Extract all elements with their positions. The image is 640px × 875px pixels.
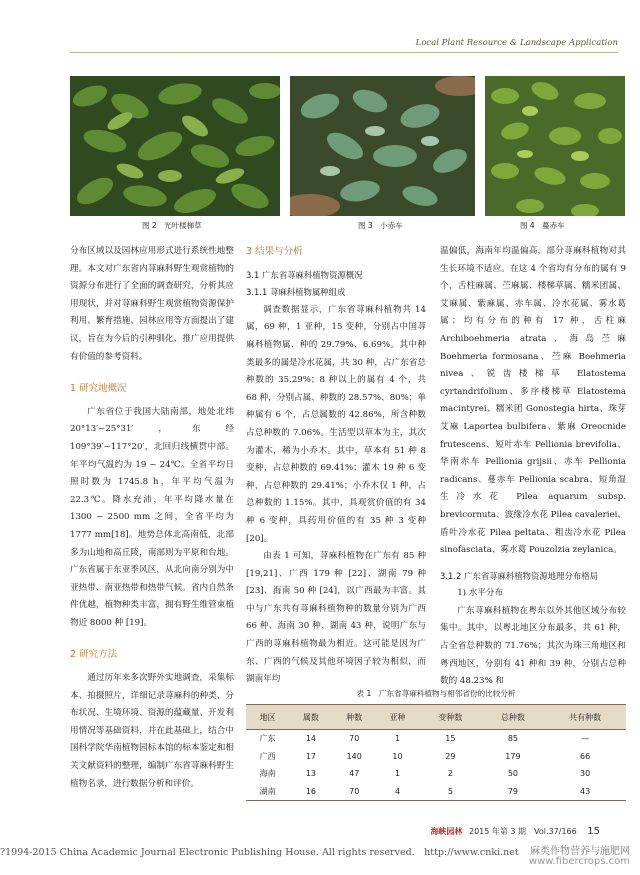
- table-cell: 14: [305, 734, 317, 744]
- page-number: 15: [587, 826, 600, 837]
- journal-header: Local Plant Resource & Landscape Application: [415, 38, 618, 48]
- composition-paragraph: 调查数据显示，广东省荨麻科植物共 14 属，69 种，1 亚种，15 变种，分别占中国荨麻科植物属、种的 29.79%、6.69%。其中种类最多的属是冷水花属，共 30 种，占广东省总种数的 35.29%；8 种以上的属有 4 个，共 68 种，分别占属、种数的 28.57%、80%；单种属有 6 个，占总属数的 42.86%，所含种数占总种数的 7.06%。生活型以草本为主，其次为灌木，稀为小乔木。其中，草本有 51 种 8 变种，占总种数的 69.41%；灌木 19 种 6 变种，占总种数的 29.41%；小乔木仅 1 种，占总种数的 1.15%。其中，具观赏价值的有 34 种 6 变种，具药用价值的有 35 种 3 变种 [20]。: [246, 304, 426, 544]
- table-cell: 47: [349, 769, 360, 779]
- table-cell: 29: [445, 751, 456, 761]
- table-cell: 10: [392, 751, 403, 761]
- horizontal-distribution-text: 广东荨麻科植物在粤东以外其他区域分布较集中。其中，以粤北地区分布最多，共 61 种，占全省总种数的 71.76%；其次为珠三角地区和粤西地区，分别有 41 种和 39 种，分别占总种数的 48.23% 和: [440, 605, 626, 687]
- table-cell: 70: [349, 734, 360, 744]
- comparison-table: [246, 704, 626, 801]
- table-cell: 13: [305, 769, 317, 779]
- table-header-cell: 属数: [289, 705, 332, 730]
- subsection-3-1-1: 3.1.1 荨麻科植物属种组成: [246, 287, 346, 298]
- table-cell: 85: [507, 734, 519, 744]
- table-row: [246, 730, 626, 748]
- table-cell: 湖南: [246, 783, 289, 801]
- table-cell: 广西: [259, 751, 276, 761]
- table-cell: 43: [544, 783, 626, 801]
- table-header-cell: 变种数: [419, 705, 482, 730]
- column-3: [440, 243, 626, 691]
- table-cell: 30: [580, 769, 591, 779]
- table-header-cell: 亚种: [376, 705, 419, 730]
- table-header-cell: 种数: [333, 705, 376, 730]
- table-header-cell: 地区: [246, 705, 289, 730]
- figure-4-caption: 图 4 蔓赤车: [520, 221, 565, 230]
- table-cell: 1: [394, 769, 401, 779]
- watermark-url: www.fibercrops.com: [528, 856, 630, 867]
- intro-paragraph: 分布区域以及园林应用形式进行系统性地整理。本文对广东省内荨麻科野生观赏植物的资源分布进行了全面的调查研究，分析其应用现状，并对荨麻科野生观赏植物资源保护利用、繁育措施、园林应用等方面提出了建议，旨在为今后的引种驯化、推广应用提供有价值的参考资料。: [70, 246, 234, 362]
- table-cell: 50: [507, 769, 519, 779]
- figure-2-caption: 图 2 光叶楼梯草: [142, 221, 202, 230]
- horizontal-distribution-heading: 1) 水平分布: [457, 588, 504, 599]
- table-cell: 140: [346, 751, 362, 761]
- page-footer: [430, 826, 600, 837]
- table-header-cell: 共有种数: [544, 705, 626, 730]
- issue-info: 2015 年第 3 期 Vol.37/166: [468, 827, 577, 836]
- table-cell: 70: [333, 783, 376, 801]
- figure-3-caption: 图 3 小赤车: [358, 221, 403, 230]
- watermark-title: 麻类作物营养与施肥网: [530, 846, 630, 857]
- figure-2-photo: [70, 76, 280, 216]
- table-cell: —: [581, 734, 590, 744]
- table-cell: 1: [394, 734, 401, 744]
- section-1-heading: 1 研究地概况: [70, 383, 127, 395]
- table-cell: 16: [289, 783, 332, 801]
- table-cell: 179: [505, 751, 521, 761]
- table-row: [246, 783, 626, 801]
- table-cell: 4: [376, 783, 419, 801]
- column-1: [70, 243, 234, 793]
- comparison-paragraph: 由表 1 可知，荨麻科植物在广东有 85 种 [19,21]、广西 179 种 [22]、湖南 79 种 [23]、海南 50 种 [24]，以广西最为丰富。其中与广东共有荨麻科植物种的数量分别为广西 66 种、海南 30 种、湖南 43 种，说明广东与广西的荨麻科植物最为相近。这可能是因为广东、广西的气候及其他环境因子较为相似，而湖南年均: [246, 551, 426, 685]
- table-cell: 79: [482, 783, 545, 801]
- table-cell: 66: [580, 751, 591, 761]
- figure-3-photo: [290, 76, 475, 216]
- journal-logo: 海峡园林: [430, 827, 463, 836]
- section-1-text: 广东省位于我国大陆南部，地处北纬 20°13′~25°31′，东经 109°39′~117°20′，北回归线横贯中部。年平均气温约为 19 ~ 24℃。全省平均日照时数为 1745.8 h，年平均气温为 22.3℃。降水充沛，年平均降水量在 1300 ~ 2500 mm 之间，全省平均为 1777 mm[18]。地势总体北高南低，北部多为山地和高丘陵，南部则为平原和台地。广东省属于东亚季风区，从北向南分别为中亚热带、南亚热带和热带气候。省内自然条件优越，植物种类丰富，拥有野生维管束植物近 8000 种 [19]。: [70, 406, 234, 628]
- copyright-line: ?1994-2015 China Academic Journal Electronic Publishing House. All rights reserved. http://www.cnki.net: [0, 847, 519, 858]
- table-cell: 广东: [259, 734, 276, 744]
- section-2-heading: 2 研究方法: [70, 649, 118, 661]
- section-2-text: 通过历年来多次野外实地调查，采集标本、拍摄照片，详细记录荨麻科的种类、分布状况、生境环境、资源的蕴藏量、开发利用情况等基础资料，并在此基础上，结合中国科学院华南植物园标本馆的标本鉴定和相关文献资料的整理，编制广东省荨麻科野生植物名录，进行数据分析和评价。: [70, 673, 234, 789]
- table-1-title: 表 1 广东省荨麻科植物与相邻省份的比较分析: [356, 689, 516, 698]
- table-cell: 15: [445, 734, 456, 744]
- subsection-3-1-2: 3.1.2 广东省荨麻科植物资源地理分布格局: [440, 570, 598, 581]
- table-cell: 17: [305, 751, 317, 761]
- section-3-heading: 3 结果与分析: [246, 246, 303, 257]
- table-cell: 5: [419, 783, 482, 801]
- header-rule: [70, 52, 618, 53]
- figure-4-photo: [485, 76, 625, 216]
- shared-taxa-paragraph: 温偏低，海南年均温偏高，部分荨麻科植物对其生长环境不适应。在这 4 个省均有分布的属有 9 个，舌柱麻属、苎麻属、楼梯草属、糯米团属、艾麻属、紫麻属、赤车属、冷水花属、雾水葛属；均有分布的种有 17 种，舌柱麻 Archiboehmeria atrata、海岛苎麻 Boehmeria formosana、苎麻 Boehmeria nivea、锐齿楼梯草 Elatostema cyrtandrifolium、多序楼梯草 Elatostema macintyrei、糯米团 Gonostegia hirta、珠芽艾麻 Laportea bulbifera、紫麻 Oreocnide frutescens、短叶赤车 Pellionia brevifolia、华南赤车 Pellionia grijsii、赤车 Pellionia radicans、蔓赤车 Pellionia scabra、短角湿生冷水花 Pilea aquarum subsp. brevicornuta、波缘冷水花 Pilea cavaleriei、盾叶冷水花 Pilea peltata、粗齿冷水花 Pilea sinofasciata、雾水葛 Pouzolzia zeylanica。: [440, 246, 626, 556]
- table-header-row: [246, 705, 626, 730]
- table-row: [246, 748, 626, 766]
- table-row: [246, 765, 626, 783]
- subsection-3-1: 3.1 广东省荨麻科植物资源概况: [246, 269, 363, 280]
- column-2: [246, 243, 426, 689]
- table-cell: 2: [447, 769, 453, 779]
- table-cell: 海南: [259, 769, 276, 779]
- table-header-cell: 总种数: [482, 705, 545, 730]
